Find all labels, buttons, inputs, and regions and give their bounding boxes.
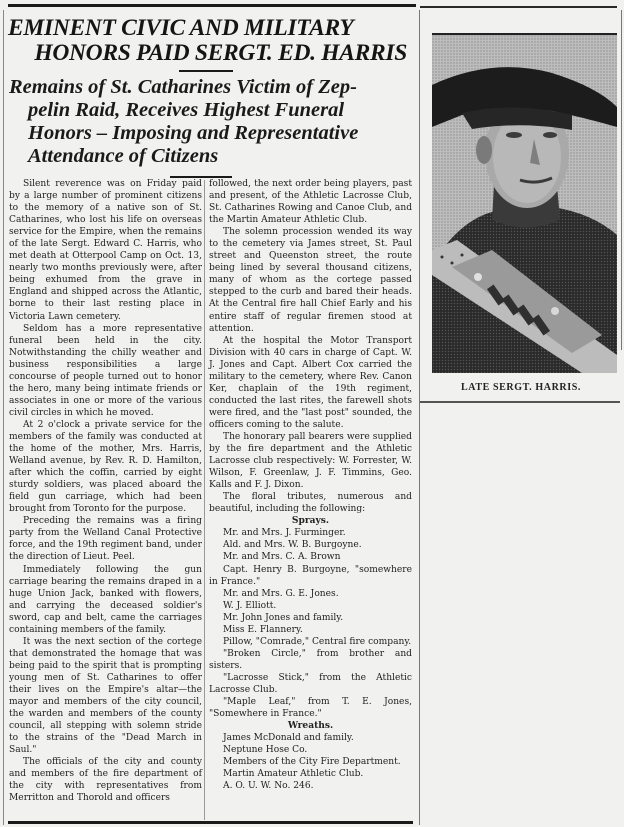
spray-item: Ald. and Mrs. W. B. Burgoyne. xyxy=(223,540,362,551)
wreaths-heading: Wreaths. xyxy=(287,720,334,732)
headline-divider xyxy=(179,70,233,72)
spray-item: Miss E. Flannery. xyxy=(223,624,303,635)
spray-item: Pillow, "Comrade," Central fire company. xyxy=(223,636,412,647)
spray-item: "Lacrosse Stick," from the Athletic Lacrosse Club. xyxy=(209,672,412,695)
subheadline-line-2: pelin Raid, Receives Highest Funeral xyxy=(28,99,345,121)
subheadline-line-4: Attendance of Citizens xyxy=(28,145,219,167)
portrait-soldier-icon xyxy=(432,35,617,373)
paragraph: The floral tributes, numerous and beautiful, including the following: xyxy=(209,492,412,515)
column-divider xyxy=(204,180,205,820)
spray-item: Mr. and Mrs. G. E. Jones. xyxy=(223,588,339,599)
top-rule xyxy=(8,4,416,7)
wreath-item: Neptune Hose Co. xyxy=(223,745,308,756)
portrait-photo xyxy=(432,33,617,373)
wreath-item: James McDonald and family. xyxy=(223,733,354,744)
paragraph: The officials of the city and county and members of the fire department of the city with representatives from Merritton and Thorold and officers xyxy=(9,757,202,804)
spray-item: W. J. Elliott. xyxy=(223,600,277,611)
spray-item: Mr. and Mrs. C. A. Brown xyxy=(223,552,341,563)
subheadline-line-1: Remains of St. Catharines Victim of Zep- xyxy=(9,76,357,98)
spray-item: "Maple Leaf," from T. E. Jones, "Somewhere in France." xyxy=(209,697,412,720)
subheadline-line-3: Honors – Imposing and Representative xyxy=(28,122,359,144)
headline-line-1: EMINENT CIVIC AND MILITARY xyxy=(8,15,354,41)
column-border-middle xyxy=(419,10,420,825)
spray-item: Mr. and Mrs. J. Furminger. xyxy=(223,528,346,539)
paragraph: The honorary pall bearers were supplied by the fire department and the Athletic Lacrosse club respectively: W. Forrester, W. Wilson, F. Greenlaw, J. F. Timmins, Geo. Kalls and F. J. Dixon. xyxy=(209,431,412,491)
photo-bottom-rule xyxy=(420,401,620,403)
paragraph: At 2 o'clock a private service for the members of the family was conducted at the home of the mother, Mrs. Harris, Welland avenue, by Rev. R. D. Hamilton, after which the coffin, carried by eight sturdy soldiers, was placed aboard the field gun carriage, which had been brought from Toronto for the purpose. xyxy=(9,419,202,515)
column-border-left xyxy=(3,10,4,825)
spray-item: "Broken Circle," from brother and sisters. xyxy=(209,648,412,671)
photo-caption: LATE SERGT. HARRIS. xyxy=(461,382,581,393)
sprays-heading: Sprays. xyxy=(291,515,330,527)
paragraph: Immediately following the gun carriage bearing the remains draped in a huge Union Jack, banked with flowers, and carrying the deceased soldier's sword, cap and belt, came the carriages containing members of the family. xyxy=(9,564,202,635)
subheadline xyxy=(9,76,412,168)
wreath-item: Members of the City Fire Department. xyxy=(223,757,401,768)
spray-item: Mr. John Jones and family. xyxy=(223,612,344,623)
headline-line-2: HONORS PAID SERGT. ED. HARRIS xyxy=(34,40,407,66)
paragraph: It was the next section of the cortege that demonstrated the homage that was being paid to the spirit that is prompting young men of St. Catharines to offer their lives on the Empire's altar—the mayor and members of the city council, the warden and members of the county council, all stepping with solemn stride to the strains of the "Dead March in Saul." xyxy=(9,636,202,756)
wreath-item: Martin Amateur Athletic Club. xyxy=(223,769,364,780)
paragraph: Preceding the remains was a firing party from the Welland Canal Protective force, and the 19th regiment band, under the direction of Lieut. Peel. xyxy=(9,516,202,563)
bottom-rule xyxy=(8,821,413,824)
article-column-2 xyxy=(209,178,412,792)
spray-item: Capt. Henry B. Burgoyne, "somewhere in France." xyxy=(209,564,412,587)
article-column-1 xyxy=(9,178,202,804)
headline xyxy=(8,16,413,66)
top-rule-right xyxy=(420,6,617,8)
column-border-right xyxy=(621,10,622,350)
paragraph: At the hospital the Motor Transport Division with 40 cars in charge of Capt. W. J. Jones and Capt. Albert Cox carried the military to the cemetery, where Rev. Canon Ker, chaplain of the 19th regiment, conducted the last rites, the farewell shots were fired, and the "last post" sounded, the officers coming to the salute. xyxy=(209,335,412,430)
paragraph-continuation: followed, the next order being players, past and present, of the Athletic Lacrosse Club, St. Catharines Rowing and Canoe Club, and the Martin Amateur Athletic Club. xyxy=(209,179,413,226)
wreath-item: A. O. U. W. No. 246. xyxy=(223,781,314,792)
paragraph: Silent reverence was on Friday paid by a large number of prominent citizens to the memory of a native son of St. Catharines, who lost his life on overseas service for the Empire, when the remains of the late Sergt. Edward C. Harris, who met death at Otterpool Camp on Oct. 13, nearly two months previously were, after being exhumed from the grave in England and shipped across the Atlantic, borne to their last resting place in Victoria Lawn cemetery. xyxy=(9,179,202,322)
paragraph: Seldom has a more representative funeral been held in the city. Notwithstanding the chilly weather and business responsibilities a large concourse of people turned out to honor the hero, many being intimate friends or associates in one or more of the various civil circles in which he moved. xyxy=(9,323,202,418)
paragraph: The solemn procession wended its way to the cemetery via James street, St. Paul street and Queenston street, the route being lined by several thousand citizens, many of whom as the cortege passed stepped to the curb and bared their heads. At the Central fire hall Chief Early and his entire staff of regular firemen stood at attention. xyxy=(209,227,412,334)
